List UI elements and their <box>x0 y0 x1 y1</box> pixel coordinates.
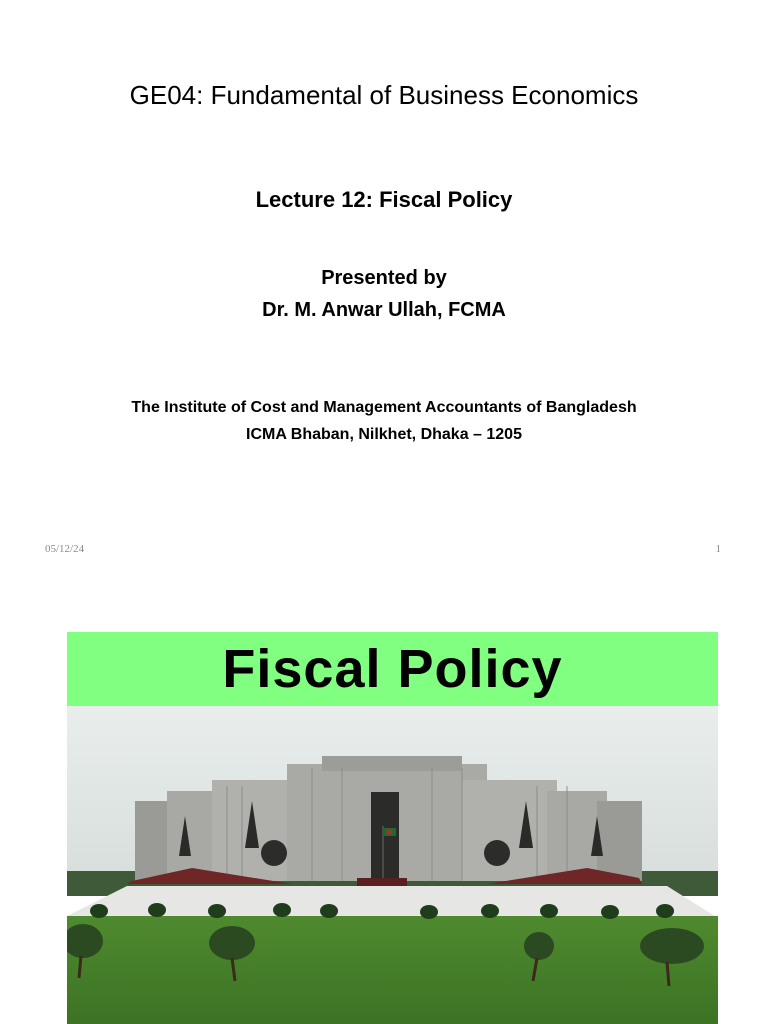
banner-title: Fiscal Policy <box>222 639 563 699</box>
institute-name: The Institute of Cost and Management Accountants of Bangladesh <box>131 399 637 416</box>
institute-address: ICMA Bhaban, Nilkhet, Dhaka – 1205 <box>246 426 522 443</box>
slide-date: 05/12/24 <box>45 543 85 555</box>
parliament-photo <box>67 706 718 1024</box>
slide-page-number: 1 <box>715 543 721 555</box>
presented-by-label: Presented by <box>321 267 447 289</box>
parliament-building-icon <box>67 706 718 1024</box>
lecture-title: Lecture 12: Fiscal Policy <box>255 187 513 212</box>
course-title: GE04: Fundamental of Business Economics <box>129 80 639 110</box>
title-banner <box>67 632 718 706</box>
fiscal-policy-slide <box>67 632 718 1024</box>
presenter-name: Dr. M. Anwar Ullah, FCMA <box>262 299 506 321</box>
